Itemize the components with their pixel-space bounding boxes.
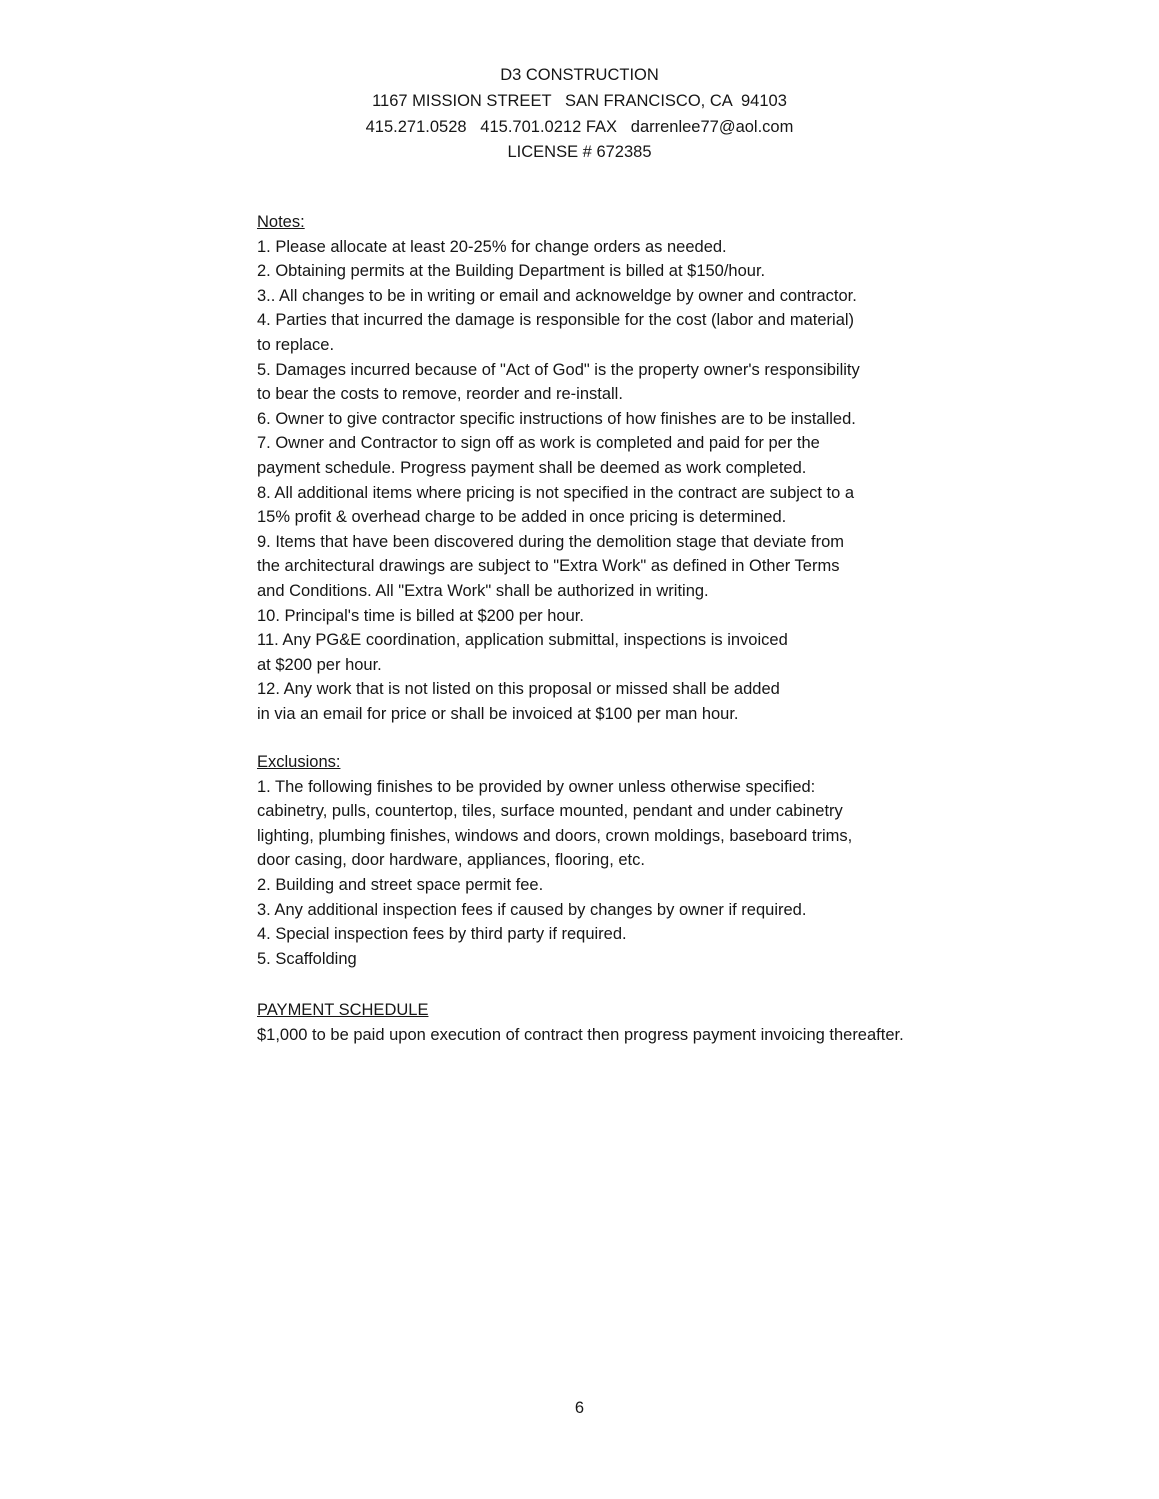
text-line: 8. All additional items where pricing is not specified in the contract are subject to a [257,483,855,502]
text-line: 15% profit & overhead charge to be added in once pricing is determined. [257,508,787,527]
letterhead [0,63,1159,166]
payment-schedule-heading: PAYMENT SCHEDULE [257,1001,429,1019]
text-line: 1. The following finishes to be provided by owner unless otherwise specified: [257,777,816,796]
notes-section [257,210,1067,726]
text-line: 7. Owner and Contractor to sign off as work is completed and paid for per the [257,434,820,453]
company-license: LICENSE # 672385 [507,143,652,162]
text-line: $1,000 to be paid upon execution of contract then progress payment invoicing thereafter. [257,1025,904,1044]
text-line: 2. Obtaining permits at the Building Department is billed at $150/hour. [257,262,766,281]
company-address: 1167 MISSION STREET SAN FRANCISCO, CA 94103 [372,91,787,110]
notes-heading: Notes: [257,213,305,231]
text-line: 5. Scaffolding [257,949,357,968]
text-line: payment schedule. Progress payment shall be deemed as work completed. [257,458,807,477]
text-line: 6. Owner to give contractor specific instructions of how finishes are to be installed. [257,409,856,428]
text-line: 11. Any PG&E coordination, application submittal, inspections is invoiced [257,631,788,650]
text-line: at $200 per hour. [257,655,382,674]
text-line: the architectural drawings are subject to "Extra Work" as defined in Other Terms [257,557,840,576]
exclusions-heading: Exclusions: [257,753,341,771]
text-line: 3.. All changes to be in writing or email and acknoweldge by owner and contractor. [257,286,857,305]
text-line: 10. Principal's time is billed at $200 per hour. [257,606,584,625]
company-name: D3 CONSTRUCTION [500,66,659,84]
text-line: 5. Damages incurred because of "Act of God" is the property owner's responsibility [257,360,860,379]
text-line: 2. Building and street space permit fee. [257,875,544,894]
page-number: 6 [574,1399,585,1417]
payment-schedule-section [257,998,1067,1047]
text-line: door casing, door hardware, appliances, flooring, etc. [257,851,645,870]
text-line: in via an email for price or shall be invoiced at $100 per man hour. [257,704,739,723]
text-line: 4. Special inspection fees by third party if required. [257,925,627,944]
payment-schedule-body [257,1023,1067,1048]
company-contact: 415.271.0528 415.701.0212 FAX darrenlee77@aol.com [365,117,794,136]
notes-body [257,235,1067,727]
text-line: 3. Any additional inspection fees if caused by changes by owner if required. [257,900,807,919]
exclusions-section [257,750,1067,971]
text-line: to replace. [257,335,335,354]
text-line: and Conditions. All "Extra Work" shall be authorized in writing. [257,581,709,600]
text-line: 9. Items that have been discovered during the demolition stage that deviate from [257,532,845,551]
text-line: lighting, plumbing finishes, windows and doors, crown moldings, baseboard trims, [257,826,853,845]
exclusions-body [257,775,1067,972]
text-line: to bear the costs to remove, reorder and re-install. [257,385,623,404]
text-line: 1. Please allocate at least 20-25% for change orders as needed. [257,237,727,256]
text-line: cabinetry, pulls, countertop, tiles, surface mounted, pendant and under cabinetry [257,802,843,821]
text-line: 4. Parties that incurred the damage is responsible for the cost (labor and material) [257,311,855,330]
text-line: 12. Any work that is not listed on this proposal or missed shall be added [257,680,780,699]
